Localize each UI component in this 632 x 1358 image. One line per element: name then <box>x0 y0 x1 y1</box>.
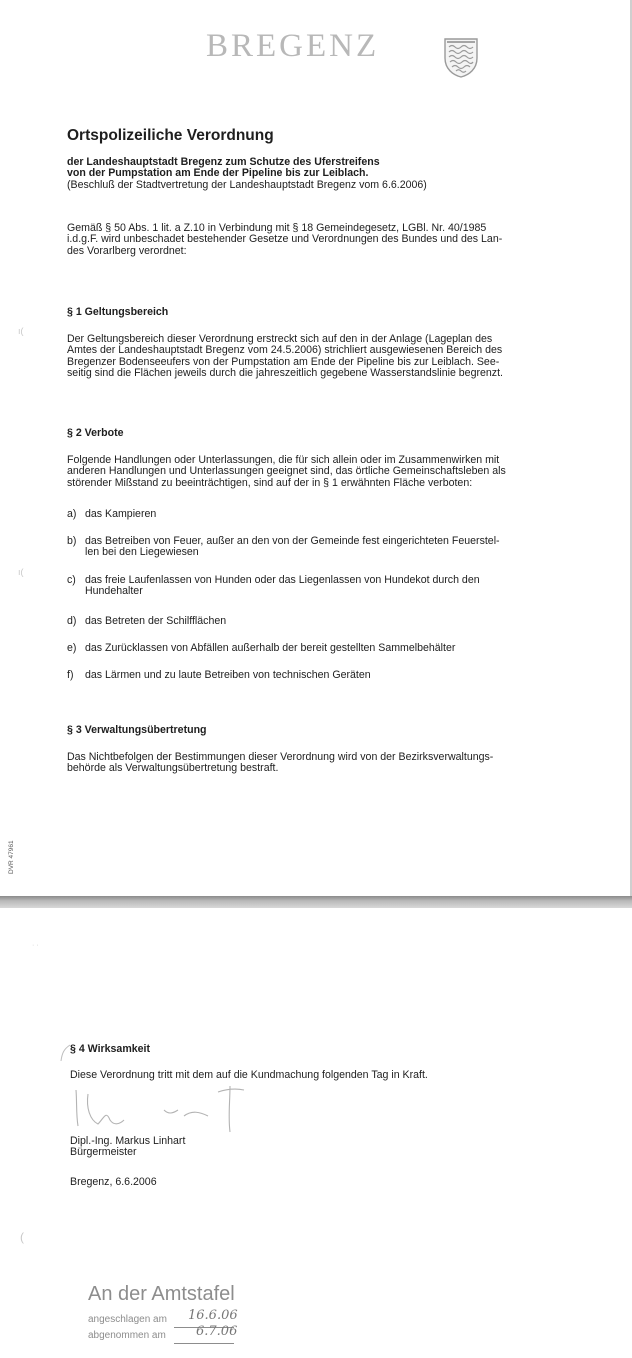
item-text: das Lärmen und zu laute Betreiben von technischen Geräten <box>85 669 371 681</box>
section-2-body <box>67 455 551 489</box>
item-text: das Betreiben von Feuer, außer an den von der Gemeinde fest eingerichteten Feuerstel- <box>85 535 500 547</box>
preamble-line: Gemäß § 50 Abs. 1 lit. a Z.10 in Verbindung mit § 18 Gemeindegesetz, LGBl. Nr. 40/1985 <box>67 222 487 234</box>
preamble <box>67 223 551 257</box>
stamp-removed-date: 6.7.06 <box>196 1324 238 1339</box>
section-3-heading: § 3 Verwaltungsübertretung <box>67 724 207 736</box>
item-letter: a) <box>67 508 77 520</box>
item-text: das freie Laufenlassen von Hunden oder das Liegenlassen von Hundekot durch den <box>85 574 480 586</box>
item-text: das Kampieren <box>85 508 157 520</box>
body-line: Der Geltungsbereich dieser Verordnung erstreckt sich auf den in der Anlage (Lageplan des <box>67 333 493 345</box>
coat-of-arms-icon <box>441 36 481 78</box>
subtitle-line: von der Pumpstation am Ende der Pipeline bis zur Leiblach. <box>67 167 369 180</box>
body-line: behörde als Verwaltungsübertretung bestraft. <box>67 762 279 775</box>
section-1-body <box>67 334 551 380</box>
page-break <box>0 896 632 908</box>
margin-code: DVR 47961 <box>8 840 15 874</box>
margin-mark: ı( <box>18 567 24 577</box>
signatory-role: Bürgermeister <box>70 1146 137 1159</box>
subtitle-resolution: (Beschluß der Stadtvertretung der Landeshauptstadt Bregenz vom 6.6.2006) <box>67 178 427 191</box>
stamp-posted-label: angeschlagen am <box>88 1314 167 1325</box>
document-subtitle <box>67 157 537 191</box>
body-line: Amtes der Landeshauptstadt Bregenz vom 24.5.2006) strichliert ausgewiesenen Bereich des <box>67 344 503 357</box>
section-4-heading: § 4 Wirksamkeit <box>70 1043 150 1055</box>
handwritten-signature <box>68 1080 258 1140</box>
section-1-heading: § 1 Geltungsbereich <box>67 306 169 318</box>
section-2-heading: § 2 Verbote <box>67 427 124 439</box>
item-letter: d) <box>67 615 77 627</box>
body-line: seitig sind die Flächen jeweils durch die jahreszeitlich gegebene Wasserstandslinie begrenzt. <box>67 367 503 380</box>
body-line: Bregenzer Bodenseeufers von der Pumpstation am Ende der Pipeline bis zur Leiblach. See- <box>67 355 500 368</box>
item-text: das Zurücklassen von Abfällen außerhalb der bereit gestellten Sammelbehälter <box>85 642 456 654</box>
body-line: Das Nichtbefolgen der Bestimmungen dieser Verordnung wird von der Bezirksverwaltungs- <box>67 751 494 763</box>
stamp-removed-label: abgenommen am <box>88 1330 166 1341</box>
item-text: len bei den Liegewiesen <box>85 546 199 559</box>
item-letter: c) <box>67 574 76 586</box>
item-letter: e) <box>67 642 77 654</box>
section-3-body <box>67 752 551 775</box>
signatory-name: Dipl.-Ing. Markus Linhart <box>70 1135 186 1147</box>
place-date: Bregenz, 6.6.2006 <box>70 1176 157 1188</box>
stamp-underline <box>174 1343 234 1344</box>
item-text: das Betreten der Schilfflächen <box>85 615 227 627</box>
preamble-line: des Vorarlberg verordnet: <box>67 244 187 257</box>
document-title: Ortspolizeiliche Verordnung <box>67 127 274 144</box>
item-letter: b) <box>67 535 77 547</box>
margin-mark: ( <box>20 1230 24 1244</box>
letterhead-city: BREGENZ <box>206 28 380 64</box>
stamp-title: An der Amtstafel <box>88 1283 235 1305</box>
body-line: anderen Handlungen und Unterlassungen geeignet sind, das örtliche Gemeinschaftsleben als <box>67 465 506 478</box>
margin-mark: · · <box>32 942 39 949</box>
signatory-block <box>70 1136 185 1159</box>
section-4-body: Diese Verordnung tritt mit dem auf die Kundmachung folgenden Tag in Kraft. <box>70 1069 428 1081</box>
preamble-line: i.d.g.F. wird unbeschadet bestehender Gesetze und Verordnungen des Bundes und des Lan- <box>67 233 503 246</box>
item-letter: f) <box>67 669 74 681</box>
stamp-posted-date: 16.6.06 <box>188 1308 238 1323</box>
margin-mark: ı( <box>18 326 24 336</box>
subtitle-line: der Landeshauptstadt Bregenz zum Schutze des Uferstreifens <box>67 156 380 168</box>
body-line: störender Mißstand zu beeinträchtigen, sind auf der in § 1 erwähnten Fläche verboten: <box>67 476 473 489</box>
item-text: Hundehalter <box>85 585 143 598</box>
body-line: Folgende Handlungen oder Unterlassungen, die für sich allein oder im Zusammenwirken mit <box>67 454 500 466</box>
